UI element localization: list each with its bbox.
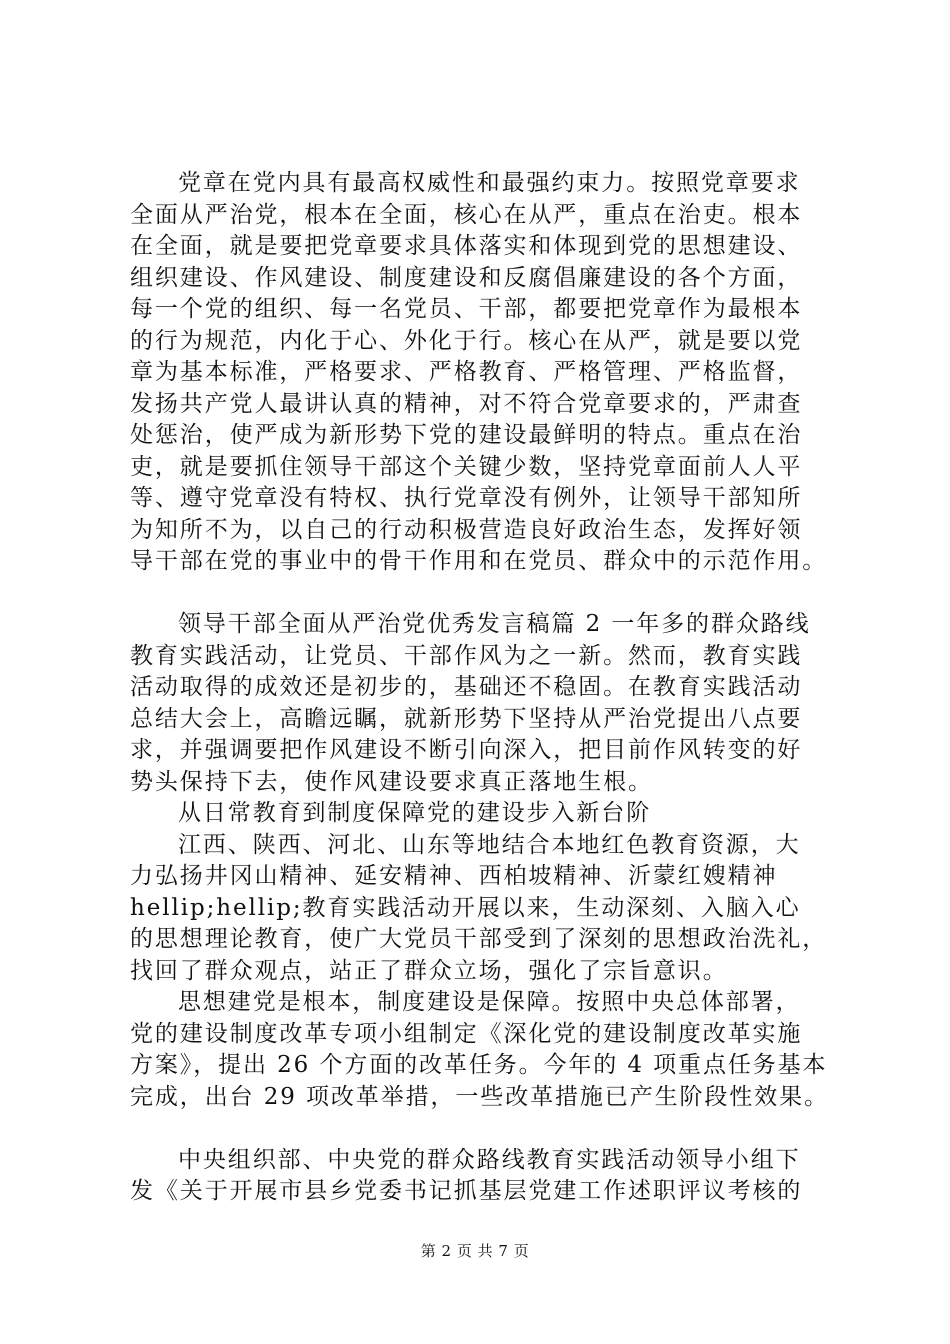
text-line: 吏，就是要抓住领导干部这个关键少数，坚持党章面前人人平 xyxy=(130,453,803,480)
text-line: 从日常教育到制度保障党的建设步入新台阶 xyxy=(178,800,652,826)
text-line: 的行为规范，内化于心、外化于行。核心在从严，就是要以党 xyxy=(130,327,803,354)
text-line: 发《关于开展市县乡党委书记抓基层党建工作述职评议考核的 xyxy=(130,1178,803,1204)
text-line: 章为基本标准，严格要求、严格教育、严格管理、严格监督， xyxy=(130,359,803,385)
text-line: 思想建党是根本，制度建设是保障。按照中央总体部署， xyxy=(178,989,801,1015)
text-line: 每一个党的组织、每一名党员、干部，都要把党章作为最根本 xyxy=(130,296,803,322)
text-line: 为知所不为，以自己的行动积极营造良好政治生态，发挥好领 xyxy=(130,516,803,543)
text-line: 求，并强调要把作风建设不断引向深入，把目前作风转变的好 xyxy=(130,737,803,763)
text-line: 力弘扬井冈山精神、延安精神、西柏坡精神、沂蒙红嫂精神 xyxy=(130,863,778,889)
text-line: 方案》，提出 26 个方面的改革任务。今年的 4 项重点任务基本 xyxy=(130,1052,828,1078)
text-line: 处惩治，使严成为新形势下党的建设最鲜明的特点。重点在治 xyxy=(130,422,803,448)
text-line: 完成，出台 29 项改革举措，一些改革措施已产生阶段性效果。 xyxy=(130,1083,829,1110)
text-line: 组织建设、作风建设、制度建设和反腐倡廉建设的各个方面， xyxy=(130,264,803,291)
text-line: hellip;hellip;教育实践活动开展以来，生动深刻、入脑入心 xyxy=(130,894,801,921)
text-line: 总结大会上，高瞻远瞩，就新形势下坚持从严治党提出八点要 xyxy=(130,705,803,732)
text-line: 党章在党内具有最高权威性和最强约束力。按照党章要求 xyxy=(178,170,801,196)
text-line: 活动取得的成效还是初步的，基础还不稳固。在教育实践活动 xyxy=(130,674,803,700)
text-line: 发扬共产党人最讲认真的精神，对不符合党章要求的，严肃查 xyxy=(130,390,803,417)
page-footer: 第 2 页 共 7 页 xyxy=(420,1242,530,1260)
text-line: 中央组织部、中央党的群众路线教育实践活动领导小组下 xyxy=(178,1146,801,1173)
text-line: 的思想理论教育，使广大党员干部受到了深刻的思想政治洗礼， xyxy=(130,926,828,952)
paragraph-gap xyxy=(130,1113,842,1145)
text-line: 导干部在党的事业中的骨干作用和在党员、群众中的示范作用。 xyxy=(130,548,828,574)
text-line: 等、遵守党章没有特权、执行党章没有例外，让领导干部知所 xyxy=(130,485,803,511)
text-line: 势头保持下去，使作风建设要求真正落地生根。 xyxy=(130,768,653,795)
text-line: 领导干部全面从严治党优秀发言稿篇 2 一年多的群众路线 xyxy=(178,611,811,637)
text-line: 教育实践活动，让党员、干部作风为之一新。然而，教育实践 xyxy=(130,642,803,669)
text-line: 全面从严治党，根本在全面，核心在从严，重点在治吏。根本 xyxy=(130,201,803,228)
text-line: 在全面，就是要把党章要求具体落实和体现到党的思想建设、 xyxy=(130,233,803,259)
text-line: 党的建设制度改革专项小组制定《深化党的建设制度改革实施 xyxy=(130,1020,803,1047)
text-line: 找回了群众观点，站正了群众立场，强化了宗旨意识。 xyxy=(130,957,728,984)
document-body xyxy=(130,168,842,1208)
paragraph-gap xyxy=(130,578,842,610)
text-line: 江西、陕西、河北、山东等地结合本地红色教育资源，大 xyxy=(178,831,801,858)
